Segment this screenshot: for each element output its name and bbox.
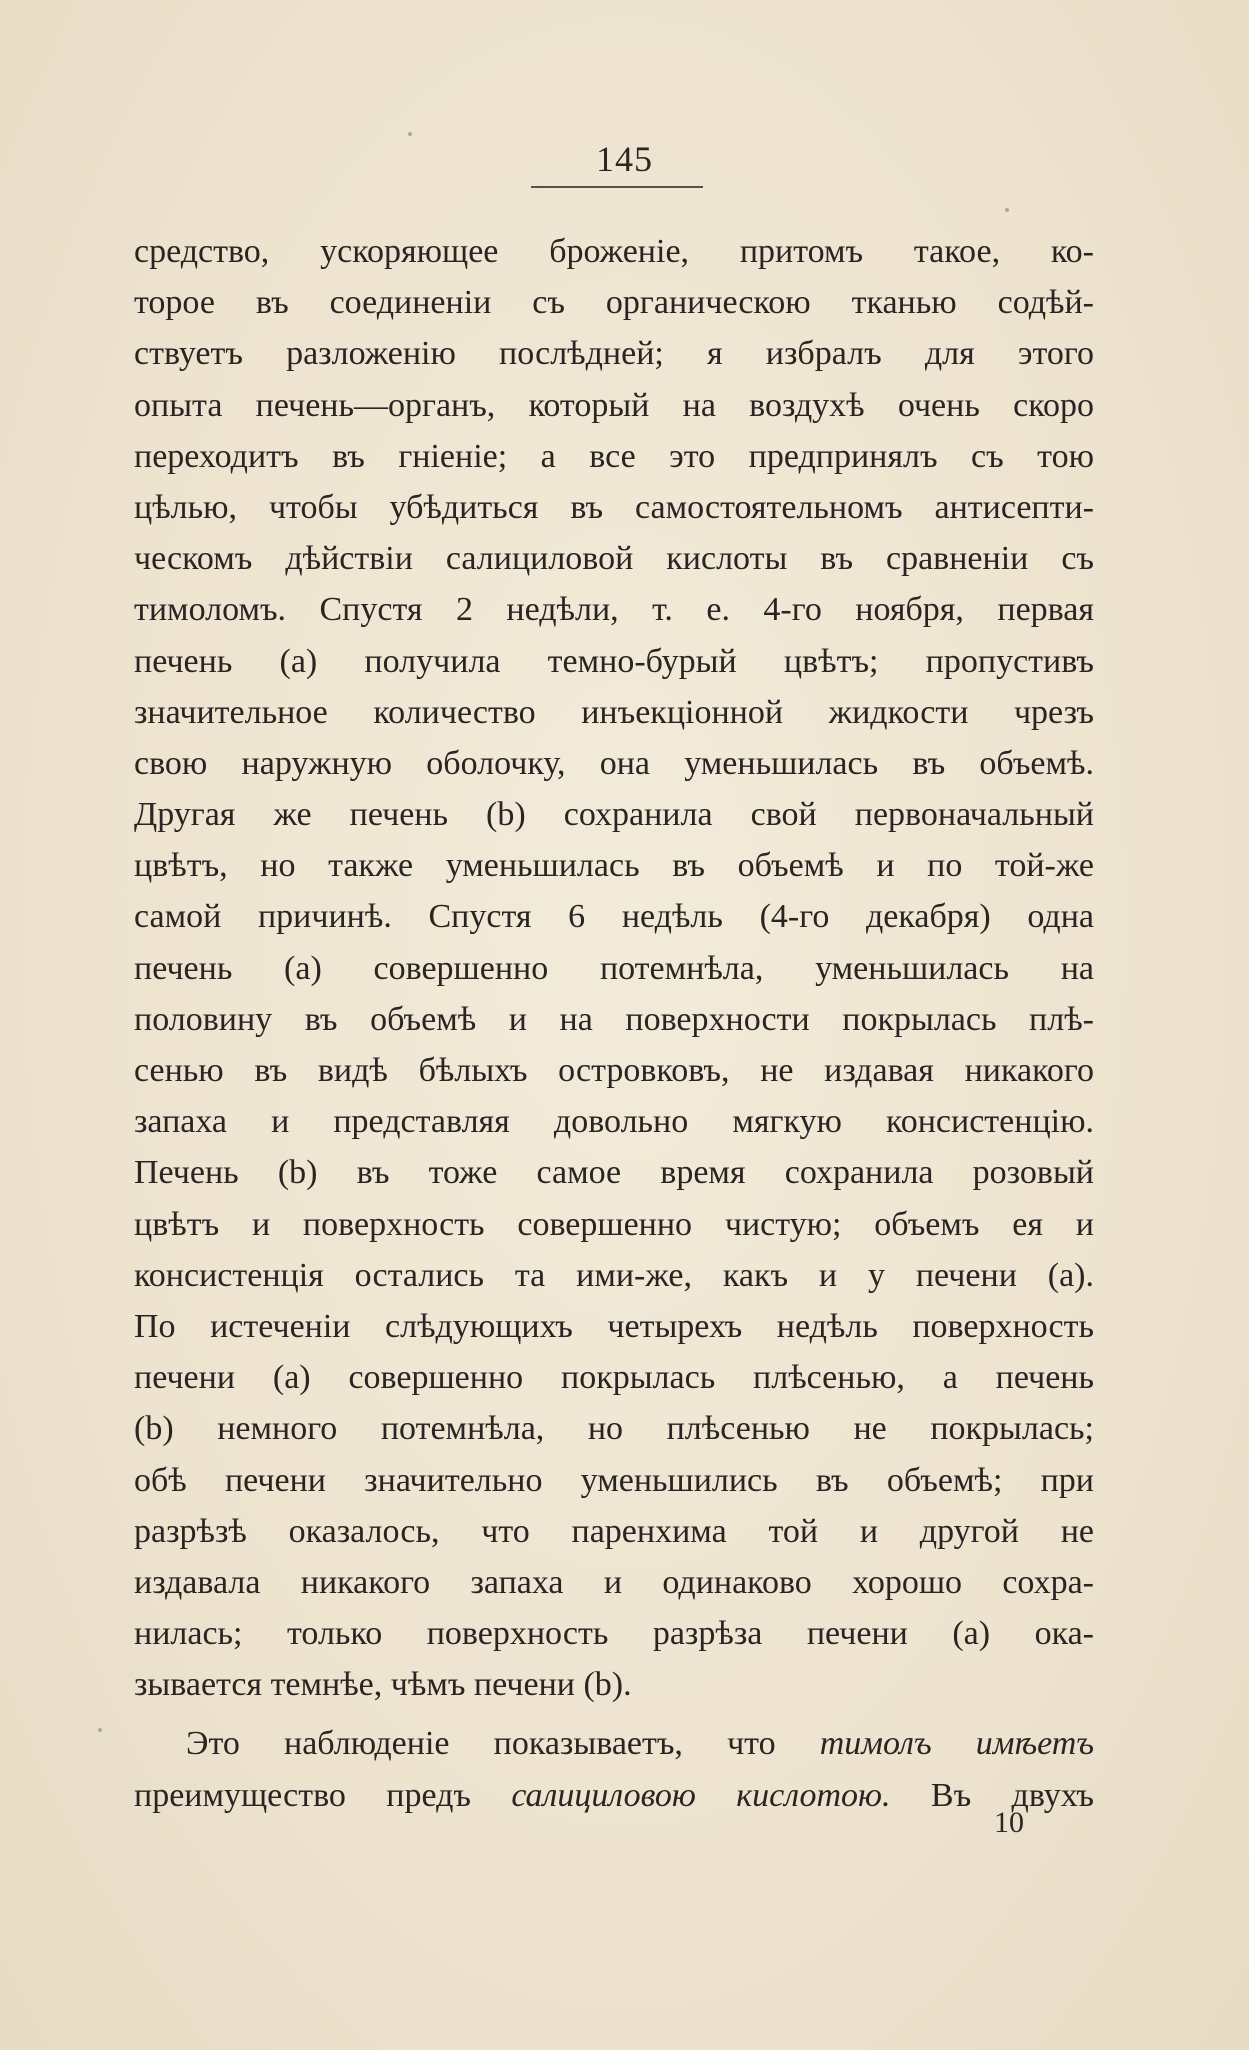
text-line: опыта печень—органъ, который на воздухѣ очень скоро [134,386,1094,424]
paragraph-2 [134,1718,1094,1820]
text-line: консистенція остались та ими-же, какъ и у печени (a). [134,1256,1094,1294]
paragraph-gap [134,1710,1094,1718]
text-line: зывается темнѣе, чѣмъ печени (b). [134,1666,632,1704]
text-line: цвѣтъ, но также уменьшилась въ объемѣ и по той-же [134,847,1094,885]
text-line: цѣлью, чтобы убѣдиться въ самостоятельномъ антисепти- [134,488,1094,526]
text-line: нилась; только поверхность разрѣза печени (a) ока- [134,1615,1094,1653]
text-line: ствуетъ разложенію послѣдней; я избралъ для этого [134,335,1094,373]
signature-mark: 10 [994,1806,1024,1839]
text-line: тимоломъ. Спустя 2 недѣли, т. е. 4-го ноября, первая [134,591,1094,629]
text-line [134,1718,1094,1769]
text-span: преимущество предъ [134,1776,512,1814]
text-line: сенью въ видѣ бѣлыхъ островковъ, не издавая никакого [134,1052,1094,1089]
text-span: Это наблюденіе показываетъ, что [186,1725,820,1763]
text-line: (b) немного потемнѣла, но плѣсенью не покрылась; [134,1410,1094,1448]
paper-speck [408,132,412,136]
text-line: свою наружную оболочку, она уменьшилась въ объемѣ. [134,744,1094,782]
text-line: средство, ускоряющее броженіе, притомъ такое, ко- [134,233,1094,270]
paper-speck [98,1728,102,1732]
text-line: Печень (b) въ тоже самое время сохранила розовый [134,1154,1094,1192]
italic-term: тимолъ имѣетъ [819,1725,1094,1763]
text-line: ческомъ дѣйствіи салициловой кислоты въ сравненіи съ [134,540,1094,578]
text-line: цвѣтъ и поверхность совершенно чистую; объемъ ея и [134,1205,1094,1243]
page-number: 145 [596,139,653,179]
paper-speck [1005,208,1009,212]
text-line: обѣ печени значительно уменьшились въ объемѣ; при [134,1461,1094,1499]
text-line: печень (a) совершенно потемнѣла, уменьшилась на [134,949,1094,987]
text-line: Другая же печень (b) сохранила свой первоначальный [134,796,1094,834]
text-line: половину въ объемѣ и на поверхности покрылась плѣ- [134,1000,1094,1038]
header-rule [531,186,703,188]
text-line: самой причинѣ. Спустя 6 недѣль (4-го декабря) одна [134,898,1094,936]
text-line: издавала никакого запаха и одинаково хорошо сохра- [134,1563,1094,1601]
text-line: печени (a) совершенно покрылась плѣсенью, а печень [134,1359,1094,1397]
text-line: переходитъ въ гніеніе; а все это предпринялъ съ тою [134,437,1094,475]
text-line: печень (a) получила темно-бурый цвѣтъ; пропустивъ [134,642,1094,680]
text-line [134,1770,1094,1821]
text-line: торое въ соединеніи съ органическою тканью содѣй- [134,284,1094,322]
body-text [134,226,1094,1821]
text-line: разрѣзѣ оказалось, что паренхима той и другой не [134,1512,1094,1550]
text-line: значительное количество инъекціонной жидкости чрезъ [134,693,1094,731]
paragraph-1 [134,226,1094,1710]
text-line: По истеченіи слѣдующихъ четырехъ недѣль поверхность [134,1307,1094,1345]
text-line: запаха и представляя довольно мягкую консистенцію. [134,1103,1094,1141]
italic-term: салициловою кислотою. [511,1776,891,1814]
text-span: Въ двухъ [890,1776,1094,1814]
